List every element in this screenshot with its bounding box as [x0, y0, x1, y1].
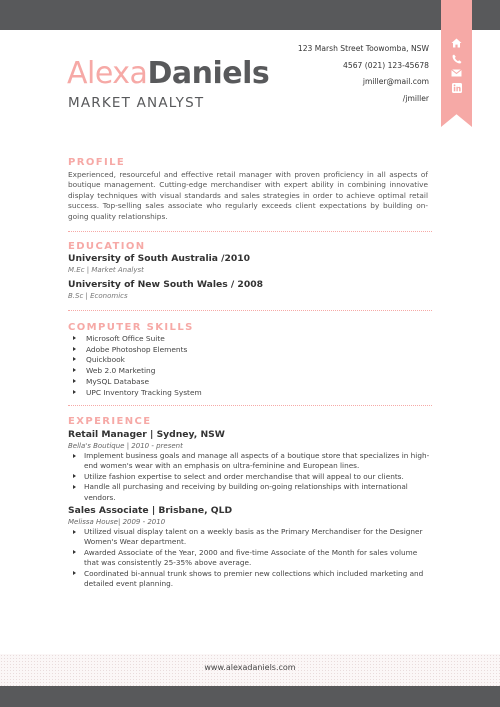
list-item: Awarded Associate of the Year, 2000 and five-time Associate of the Month for sales volume that was consistently 25-35% above average. [73, 548, 433, 569]
first-name: Alexa [67, 56, 148, 91]
bullet-arrow-icon [73, 336, 76, 340]
experience-heading: EXPERIENCE [68, 416, 152, 427]
job-title: MARKET ANALYST [68, 95, 205, 111]
bullet-arrow-icon [73, 368, 76, 372]
profile-text: Experienced, resourceful and effective retail manager with proven proficiency in all aspects of boutique management. Cutting-edge merchandiser with expert ability in combining innovative display techniques with visual standards and sales strategies in order to achieve optimal retail success. Top-selling sales associate who regularly exceeds client expectations by building on-going quality relationships. [68, 170, 428, 221]
skills-heading: COMPUTER SKILLS [68, 322, 194, 333]
footer-website[interactable]: www.alexadaniels.com [204, 663, 296, 672]
top-bar [0, 0, 500, 30]
job-company: Bella's Boutique | 2010 - present [68, 442, 183, 450]
list-item: Handle all purchasing and receiving by building on-going relationships with international vendors. [73, 482, 433, 503]
divider [68, 405, 432, 406]
list-item: Adobe Photoshop Elements [73, 345, 202, 356]
bullet-arrow-icon [73, 390, 76, 394]
list-item: Coordinated bi-annual trunk shows to premier new collections which included marketing and detailed event planning. [73, 569, 433, 590]
list-item: Utilize fashion expertise to select and order merchandise that will appeal to our clients. [73, 472, 433, 482]
bullet-arrow-icon [73, 474, 76, 478]
last-name: Daniels [147, 56, 270, 91]
job-role-title: Sales Associate | Brisbane, QLD [68, 505, 233, 516]
bottom-bar [0, 686, 500, 707]
list-item: Utilized visual display talent on a weekly basis as the Primary Merchandiser for the Designer Women's Wear department. [73, 527, 433, 548]
contact-ribbon [441, 0, 472, 127]
skills-list [73, 334, 202, 398]
bullet-arrow-icon [73, 550, 76, 554]
bullet-arrow-icon [73, 485, 76, 489]
education-title: University of South Australia /2010 [68, 253, 251, 264]
list-item: Quickbook [73, 355, 202, 366]
list-item: Microsoft Office Suite [73, 334, 202, 345]
contact-linkedin[interactable]: /jmiller [402, 93, 429, 103]
contact-block [298, 41, 429, 107]
profile-heading: PROFILE [68, 157, 126, 168]
bullet-arrow-icon [73, 357, 76, 361]
list-item: Web 2.0 Marketing [73, 366, 202, 377]
education-heading: EDUCATION [68, 241, 146, 252]
divider [68, 231, 432, 232]
bullet-arrow-icon [73, 379, 76, 383]
list-item: UPC Inventory Tracking System [73, 388, 202, 399]
duties-list [73, 527, 433, 589]
contact-address: 123 Marsh Street Toowomba, NSW [297, 44, 429, 53]
contact-phone: 4567 (021) 123-45678 [343, 60, 429, 70]
candidate-name [67, 56, 269, 91]
job-role-title: Retail Manager | Sydney, NSW [68, 429, 225, 440]
education-title: University of New South Wales / 2008 [68, 279, 263, 290]
list-item: Implement business goals and manage all aspects of a boutique store that specializes in high-end women's wear with an emphasis on ultra-feminine and European lines. [73, 451, 433, 472]
divider [68, 310, 432, 311]
bullet-arrow-icon [73, 571, 76, 575]
education-subtitle: M.Ec | Market Analyst [68, 266, 144, 274]
contact-email[interactable]: jmiller@mail.com [362, 77, 429, 86]
job-company: Melissa House| 2009 - 2010 [68, 518, 166, 526]
list-item: MySQL Database [73, 377, 202, 388]
education-subtitle: B.Sc | Economics [68, 292, 128, 300]
bullet-arrow-icon [73, 347, 76, 351]
mail-icon [450, 69, 463, 80]
bullet-arrow-icon [73, 454, 76, 458]
phone-icon [450, 54, 463, 65]
home-icon [450, 38, 463, 49]
linkedin-icon [450, 83, 463, 94]
bullet-arrow-icon [73, 530, 76, 534]
duties-list [73, 451, 433, 503]
